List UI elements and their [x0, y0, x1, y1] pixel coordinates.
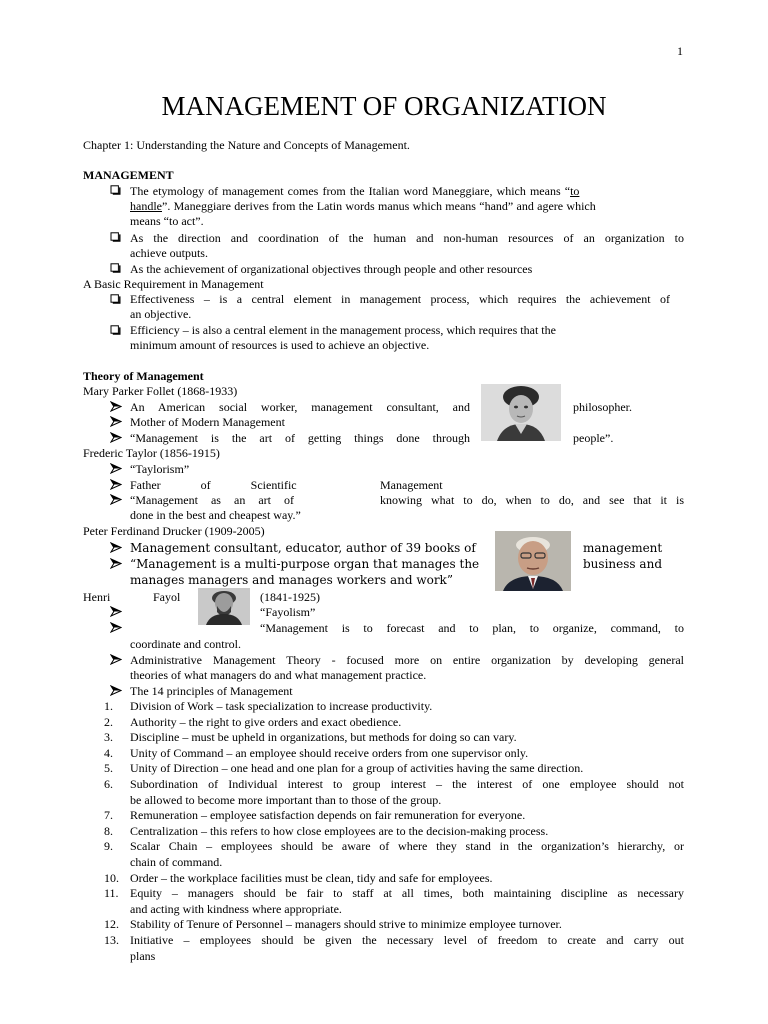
principle-number: 10. — [104, 870, 119, 885]
chapter-line: Chapter 1: Understanding the Nature and Concepts of Management. — [83, 138, 410, 152]
bullet-text: Efficiency – is also a central element in the management process, which requires that the — [130, 323, 556, 337]
principle-text: and acting with kindness where appropriate. — [130, 901, 342, 916]
checkbox-bullet-icon — [110, 263, 121, 274]
principle-number: 11. — [104, 886, 119, 901]
principle-text: Initiative – employees should be given the necessary level of freedom to create and carry out — [130, 933, 684, 947]
principle-text: be allowed to become more important than to those of the group. — [130, 792, 442, 807]
principle-text: Stability of Tenure of Personnel – managers should strive to minimize employee turnover. — [130, 917, 562, 932]
checkbox-bullet-icon — [110, 294, 121, 305]
bullet-text: Management — [380, 478, 443, 492]
principle-number: 13. — [104, 933, 119, 947]
principle-number: 9. — [104, 839, 113, 854]
section-heading-management: MANAGEMENT — [83, 168, 174, 182]
bullet-text: Mother of Modern Management — [130, 415, 285, 429]
principle-text: Equity – managers should be fair to staff at all times, both maintaining discipline as necessary — [130, 886, 684, 901]
principle-text: Unity of Command – an employee should receive orders from one supervisor only. — [130, 745, 529, 760]
theorist-fayol-name: Fayol — [153, 590, 181, 604]
bullet-text: Effectiveness – is a central element in management process, which requires the achievement of — [130, 292, 670, 306]
bullet-text: “Management is a multi-purpose organ that manages the — [130, 557, 480, 571]
principle-text: Centralization – this refers to how close employees are to the decision-making process. — [130, 823, 549, 838]
bullet-text: an objective. — [130, 307, 192, 321]
page-number: 1 — [677, 44, 683, 58]
bullet-text: manages managers and manages workers and work” — [130, 573, 453, 587]
principle-number: 3. — [104, 730, 113, 745]
theorist-follet-name: Mary Parker Follet (1868-1933) — [83, 384, 238, 398]
principle-number: 5. — [104, 761, 113, 776]
bullet-text: handle ”. Maneggiare derives from the Latin words manus which means “hand” and agere which — [130, 199, 596, 213]
principle-text: Unity of Direction – one head and one plan for a group of activities having the same direction. — [130, 761, 584, 776]
principle-text: Order – the workplace facilities must be clean, tidy and safe for employees. — [130, 870, 493, 885]
bullet-text: minimum amount of resources is used to achieve an objective. — [130, 338, 430, 352]
arrow-bullet-icon — [110, 463, 122, 474]
principle-text: chain of command. — [130, 855, 223, 869]
follet-portrait — [481, 384, 561, 441]
bullet-text: “Management as an art of — [130, 493, 294, 507]
principle-number: 6. — [104, 777, 113, 791]
arrow-bullet-icon — [110, 558, 122, 569]
bullet-text: “Taylorism” — [130, 462, 190, 476]
drucker-portrait — [495, 531, 571, 591]
bullet-text: business and — [583, 557, 662, 571]
bullet-text: coordinate and control. — [130, 637, 241, 651]
bullet-text: “Management is the art of getting things done through — [130, 431, 470, 445]
arrow-bullet-icon — [110, 401, 122, 412]
bullet-text: people”. — [573, 431, 614, 445]
bullet-text: The etymology of management comes from the Italian word Maneggiare, which means “ to — [130, 184, 580, 198]
bullet-text: achieve outputs. — [130, 246, 208, 260]
bullet-text: An American social worker, management consultant, and — [130, 400, 470, 414]
theorist-fayol-name: Henri — [83, 590, 111, 604]
arrow-bullet-icon — [110, 432, 122, 443]
principle-number: 4. — [104, 745, 113, 760]
principle-text: Remuneration – employee satisfaction depends on fair remuneration for everyone. — [130, 808, 526, 823]
principle-text: Subordination of Individual interest to group interest – the interest of one employee should not — [130, 777, 684, 791]
principle-number: 8. — [104, 823, 113, 838]
page-title: MANAGEMENT OF ORGANIZATION — [161, 91, 607, 121]
section-heading-theory: Theory of Management — [83, 369, 204, 383]
checkbox-bullet-icon — [110, 185, 121, 196]
bullet-text: “Management is to forecast and to plan, to organize, command, to — [260, 621, 684, 635]
arrow-bullet-icon — [110, 479, 122, 490]
bullet-text: philosopher. — [573, 400, 632, 414]
principle-text: Division of Work – task specialization to increase productivity. — [130, 699, 433, 713]
theorist-taylor-name: Frederic Taylor (1856-1915) — [83, 446, 220, 460]
bullet-text: Father of Scientific — [130, 478, 297, 492]
theorist-drucker-name: Peter Ferdinand Drucker (1909-2005) — [83, 524, 265, 538]
checkbox-bullet-icon — [110, 325, 121, 336]
checkbox-bullet-icon — [110, 232, 121, 243]
bullet-text: “Fayolism” — [260, 605, 316, 619]
bullet-text: theories of what managers do and what management practice. — [130, 668, 427, 682]
bullet-text: Administrative Management Theory - focused more on entire organization by developing general — [130, 653, 684, 667]
principle-text: Discipline – must be upheld in organizations, but methods for doing so can vary. — [130, 730, 517, 745]
principle-number: 1. — [104, 699, 113, 713]
bullet-text: Management consultant, educator, author of 39 books of — [130, 541, 476, 555]
fayol-portrait — [198, 588, 250, 625]
bullet-text: means “to act”. — [130, 214, 204, 228]
subheading-basic-requirement: A Basic Requirement in Management — [83, 277, 264, 291]
principle-text: plans — [130, 948, 156, 963]
arrow-bullet-icon — [110, 542, 122, 553]
arrow-bullet-icon — [110, 606, 122, 617]
arrow-bullet-icon — [110, 654, 122, 665]
bullet-text: knowing what to do, when to do, and see that it is — [380, 493, 684, 507]
principle-text: Scalar Chain – employees should be aware of where they stand in the organization’s hierarchy, or — [130, 839, 684, 854]
bullet-text: The 14 principles of Management — [130, 684, 293, 698]
arrow-bullet-icon — [110, 416, 122, 427]
principle-text: Authority – the right to give orders and exact obedience. — [130, 714, 402, 729]
bullet-text: As the direction and coordination of the human and non-human resources of an organization to — [130, 231, 684, 245]
principle-number: 7. — [104, 808, 113, 823]
principle-number: 12. — [104, 917, 119, 932]
bullet-text: done in the best and cheapest way.” — [130, 508, 301, 522]
arrow-bullet-icon — [110, 622, 122, 633]
arrow-bullet-icon — [110, 494, 122, 505]
bullet-text: As the achievement of organizational objectives through people and other resources — [130, 262, 533, 276]
arrow-bullet-icon — [110, 685, 122, 696]
principle-number: 2. — [104, 714, 113, 729]
bullet-text: management — [583, 541, 663, 555]
theorist-fayol-years: (1841-1925) — [260, 590, 320, 604]
